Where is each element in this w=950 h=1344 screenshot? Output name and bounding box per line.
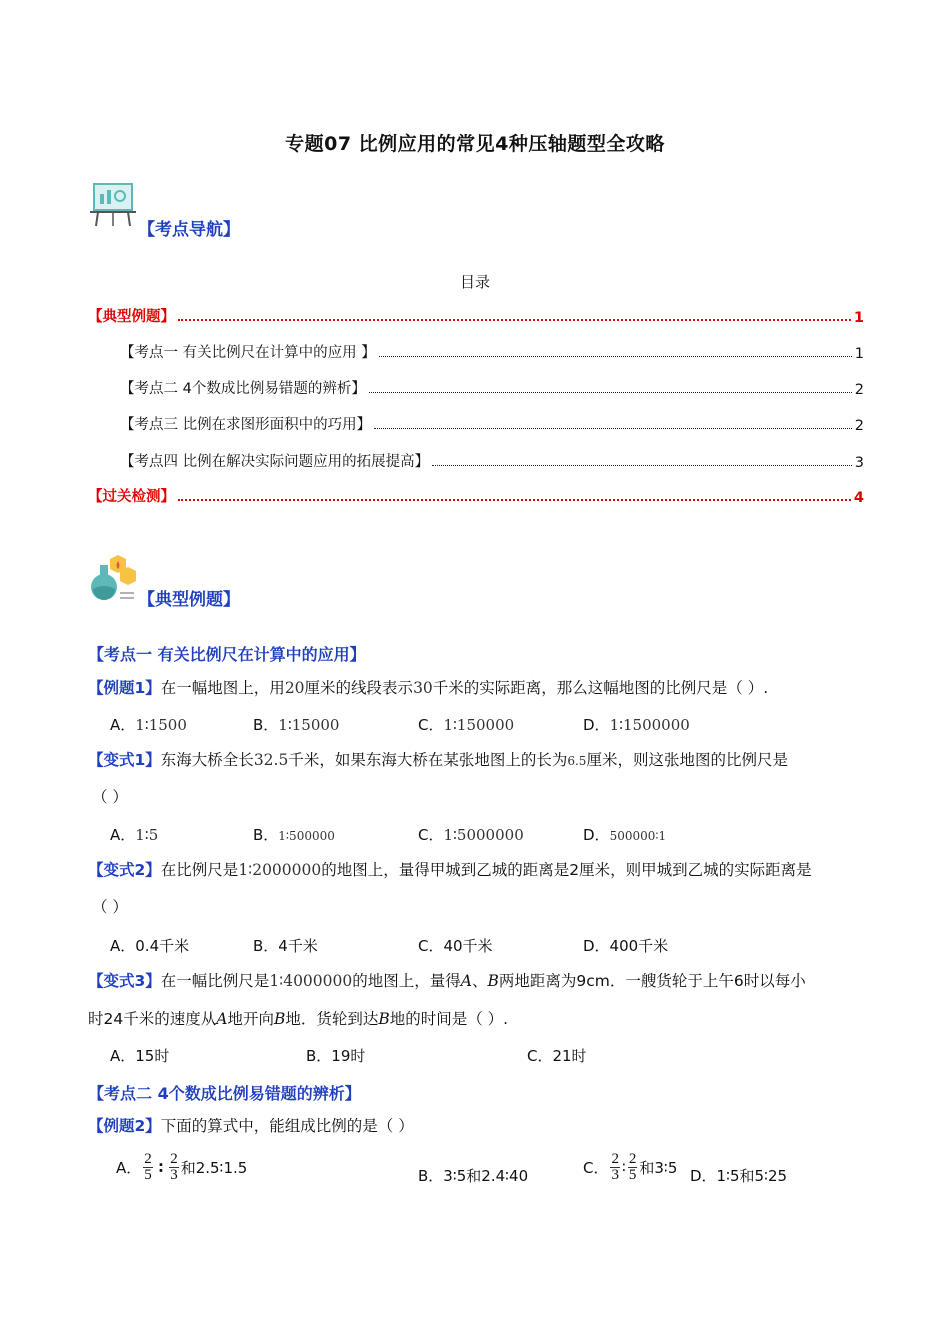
page-title: 专题07 比例应用的常见4种压轴题型全攻略 [285, 133, 665, 155]
toc-item-topic-3[interactable]: 【考点三 比例在求图形面积中的巧用】 2 [120, 417, 864, 434]
variant-2-option-a[interactable]: A．0.4千米 [110, 937, 190, 955]
example-1-question: 【例题1】在一幅地图上，用20厘米的线段表示30千米的实际距离，那么这幅地图的比例尺是（ ）. [88, 679, 769, 697]
toc-heading: 目录 [459, 273, 490, 291]
variant-3-option-b[interactable]: B．19时 [306, 1047, 366, 1065]
example-1-option-d[interactable]: D．1∶1500000 [583, 716, 690, 734]
variant-1-answer-blank: （ ） [92, 788, 128, 806]
example-2-option-c[interactable]: C． $\frac{2}{3}$ ∶ $\frac{2}{5}$ 和3∶5 [583, 1151, 678, 1183]
toc-item-topic-2[interactable]: 【考点二 4个数成比例易错题的辨析】 2 [120, 381, 864, 398]
example-1-option-a[interactable]: A．1∶1500 [110, 716, 187, 734]
section-heading: 【典型例题】 [138, 590, 240, 610]
topic-1-heading: 【考点一 有关比例尺在计算中的应用】 [88, 645, 366, 664]
nav-heading: 【考点导航】 [138, 220, 240, 240]
toc-item-topic-4[interactable]: 【考点四 比例在解决实际问题应用的拓展提高】 3 [120, 454, 864, 471]
variant-2-option-b[interactable]: B．4千米 [253, 937, 318, 955]
presentation-board-icon [88, 180, 138, 230]
example-1-option-b[interactable]: B．1∶15000 [253, 716, 340, 734]
variant-2-question: 【变式2】在比例尺是1∶2000000的地图上，量得甲城到乙城的距离是2厘米，则甲城到乙城的实际距离是 [88, 861, 812, 879]
variant-1-option-d[interactable]: D．500000∶1 [583, 826, 667, 844]
variant-3-option-a[interactable]: A．15时 [110, 1047, 170, 1065]
toc-item-typical-examples[interactable]: 【典型例题】 1 [88, 309, 864, 326]
variant-3-option-c[interactable]: C．21时 [527, 1047, 587, 1065]
variant-2-option-d[interactable]: D．400千米 [583, 937, 669, 955]
variant-3-question-line-2: 时24千米的速度从A地开向B地．货轮到达B地的时间是（ ）. [88, 1010, 509, 1028]
flask-hexagon-icon [88, 553, 138, 603]
variant-3-question: 【变式3】在一幅比例尺是1∶4000000的地图上，量得A、B两地距离为9cm．一艘货轮于上午6时以每小 [88, 972, 806, 990]
toc-item-checkpoint[interactable]: 【过关检测】 4 [88, 489, 864, 506]
variant-2-option-c[interactable]: C．40千米 [418, 937, 493, 955]
variant-1-option-b[interactable]: B．1∶500000 [253, 826, 335, 844]
variant-2-answer-blank: （ ） [92, 898, 128, 916]
example-2-option-d[interactable]: D．1∶5和5∶25 [690, 1167, 788, 1185]
variant-1-option-c[interactable]: C．1∶5000000 [418, 826, 524, 844]
variant-1-question: 【变式1】东海大桥全长32.5千米，如果东海大桥在某张地图上的长为6.5厘米，则这张地图的比例尺是 [88, 751, 788, 769]
topic-2-heading: 【考点二 4个数成比例易错题的辨析】 [88, 1084, 361, 1103]
variant-1-option-a[interactable]: A．1∶5 [110, 826, 159, 844]
toc-item-topic-1[interactable]: 【考点一 有关比例尺在计算中的应用 】 1 [120, 345, 864, 362]
example-2-question: 【例题2】下面的算式中，能组成比例的是（ ） [88, 1117, 414, 1135]
example-2-option-b[interactable]: B．3∶5和2.4∶40 [418, 1167, 529, 1185]
example-2-option-a[interactable]: A． $\frac{2}{5}$ ∶ $\frac{2}{3}$ 和2.5∶1.5 [116, 1151, 248, 1183]
example-1-option-c[interactable]: C．1∶150000 [418, 716, 515, 734]
